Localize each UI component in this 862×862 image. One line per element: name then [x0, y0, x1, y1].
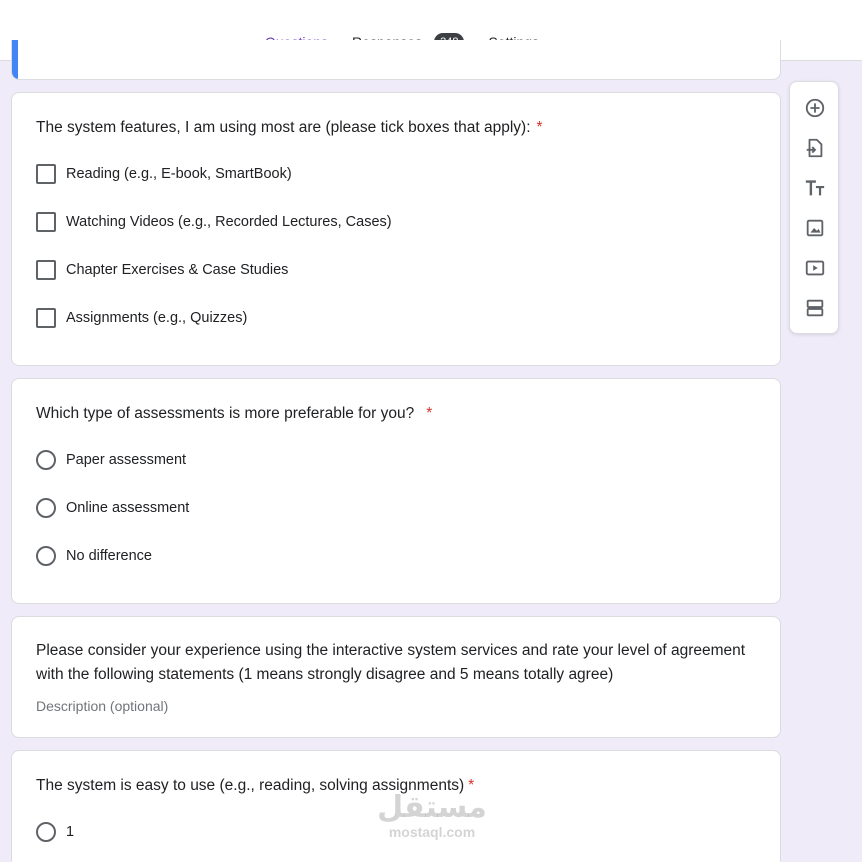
radio-option[interactable]	[36, 821, 74, 843]
checkbox-icon[interactable]	[36, 164, 56, 184]
option-label: Paper assessment	[66, 452, 187, 468]
add-image-icon[interactable]	[803, 216, 827, 240]
option-label: 1	[66, 824, 75, 840]
required-asterisk: *	[426, 405, 433, 422]
add-video-icon[interactable]	[803, 256, 827, 280]
checkbox-icon[interactable]	[36, 212, 56, 232]
radio-icon[interactable]	[36, 450, 56, 470]
option-label: Assignments (e.g., Quizzes)	[66, 310, 248, 326]
floating-toolbar	[789, 81, 839, 334]
section-title[interactable]: Please consider your experience using the interactive system services and rate your level of agreement with the following statements (1 means strongly disagree and 5 means totally agree)	[36, 642, 746, 683]
question-card-assessment[interactable]	[11, 378, 781, 604]
required-asterisk: *	[468, 777, 475, 794]
question-card-features[interactable]	[11, 92, 781, 366]
option-label: Chapter Exercises & Case Studies	[66, 262, 289, 278]
description-field[interactable]: Description (optional)	[36, 698, 169, 714]
radio-icon[interactable]	[36, 546, 56, 566]
selected-indicator	[12, 40, 18, 79]
question-title-text: The system is easy to use (e.g., reading, solving assignments)	[36, 777, 465, 794]
question-title[interactable]	[36, 405, 432, 423]
option-label: Online assessment	[66, 500, 190, 516]
required-asterisk: *	[536, 119, 543, 136]
checkbox-icon[interactable]	[36, 308, 56, 328]
previous-question-card[interactable]	[11, 40, 781, 80]
checkbox-option[interactable]	[36, 163, 292, 185]
import-questions-icon[interactable]	[803, 136, 827, 160]
question-title-text: The system features, I am using most are (please tick boxes that apply):	[36, 119, 531, 136]
checkbox-option[interactable]	[36, 211, 392, 233]
radio-option[interactable]	[36, 497, 189, 519]
option-label: Watching Videos (e.g., Recorded Lectures, Cases)	[66, 214, 392, 230]
radio-icon[interactable]	[36, 498, 56, 518]
option-label: Reading (e.g., E-book, SmartBook)	[66, 166, 292, 182]
radio-icon[interactable]	[36, 822, 56, 842]
option-label: No difference	[66, 548, 152, 564]
add-title-icon[interactable]	[803, 176, 827, 200]
question-title[interactable]	[36, 119, 543, 137]
title-description-card[interactable]	[11, 616, 781, 738]
add-question-icon[interactable]	[803, 96, 827, 120]
checkbox-option[interactable]	[36, 307, 247, 329]
watermark-latin: mostaql.com	[388, 824, 476, 840]
radio-option[interactable]	[36, 545, 152, 567]
watermark-arabic: مستقل	[377, 790, 487, 825]
checkbox-icon[interactable]	[36, 260, 56, 280]
question-title-text: Which type of assessments is more preferable for you?	[36, 405, 415, 422]
watermark	[376, 790, 488, 840]
checkbox-option[interactable]	[36, 259, 288, 281]
radio-option[interactable]	[36, 449, 186, 471]
add-section-icon[interactable]	[803, 296, 827, 320]
